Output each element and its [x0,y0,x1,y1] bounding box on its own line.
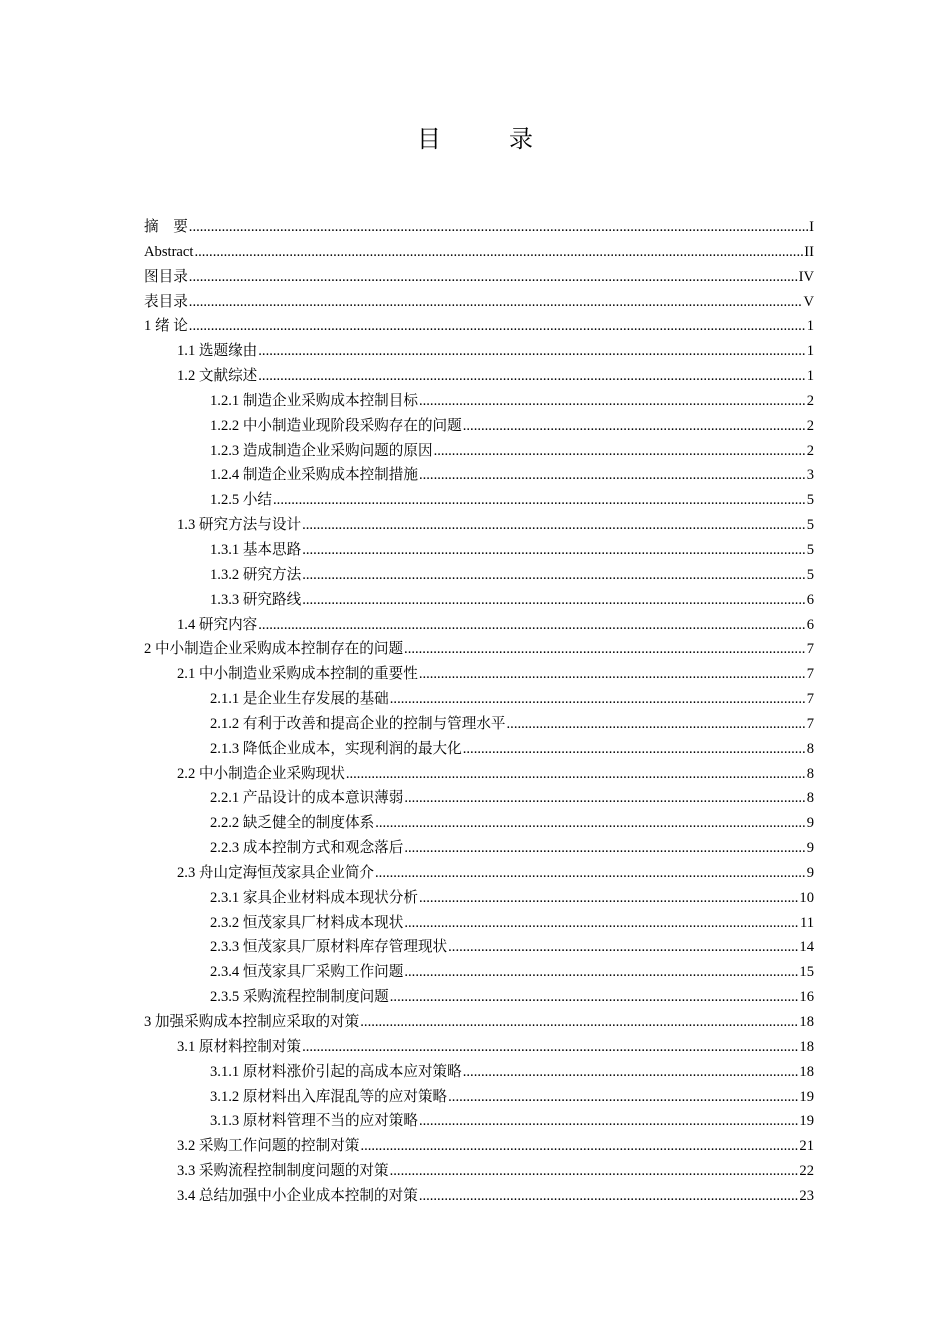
toc-leader-dots [258,613,805,638]
toc-entry-label: 2.1 中小制造业采购成本控制的重要性 [177,666,418,683]
toc-entry-page-number: 14 [799,939,814,956]
toc-entry-label: 1.3.2 研究方法 [210,566,302,583]
toc-entry-page-number: 2 [806,392,814,409]
toc-entry[interactable] [144,538,814,563]
toc-entry-page-number: 10 [799,889,814,906]
toc-entry-label: 2.3.4 恒茂家具厂采购工作问题 [210,964,404,981]
toc-entry-page-number: 8 [806,790,814,807]
toc-entry-page-number: 7 [806,666,814,683]
toc-leader-dots [258,364,805,389]
toc-leader-dots [258,339,805,364]
toc-entry[interactable] [144,1184,814,1209]
toc-entry-page-number: IV [798,268,814,285]
toc-leader-dots [302,563,805,588]
toc-entry-label: 2.3 舟山定海恒茂家具企业简介 [177,864,375,881]
toc-entry-label: 1.2.5 小结 [210,492,273,509]
toc-entry-label: 2.1.2 有利于改善和提高企业的控制与管理水平 [210,715,506,732]
toc-leader-dots [404,911,799,936]
toc-leader-dots [302,1035,798,1060]
toc-entry[interactable] [144,985,814,1010]
toc-entry-label: 3.1.3 原材料管理不当的应对策略 [210,1113,418,1130]
toc-entry-label: 2.3.2 恒茂家具厂材料成本现状 [210,914,404,931]
toc-entry-page-number: I [809,219,814,235]
toc-entry-page-number: V [803,293,814,310]
toc-entry-page-number: 1 [806,368,814,385]
toc-entry[interactable] [144,613,814,638]
toc-entry-label: 3.1 原材料控制对策 [177,1038,302,1055]
toc-entry-page-number: 19 [799,1088,814,1105]
toc-entry-page-number: 18 [799,1063,814,1080]
toc-entry-page-number: 8 [806,765,814,782]
toc-entry-page-number: 16 [799,989,814,1006]
toc-leader-dots [419,463,806,488]
toc-leader-dots [463,414,806,439]
toc-entry[interactable] [144,563,814,588]
toc-entry-label: 2.2 中小制造企业采购现状 [177,765,345,782]
toc-entry[interactable] [144,1060,814,1085]
toc-leader-dots [194,240,803,265]
toc-entry-label: Abstract [144,243,194,260]
toc-entry-page-number: II [804,243,814,260]
toc-entry-page-number: 6 [806,616,814,633]
toc-entry-label: 1.1 选题缘由 [177,343,258,360]
toc-entry-page-number: 18 [799,1038,814,1055]
toc-entry-page-number: 9 [806,815,814,832]
toc-entry-page-number: 1 [806,318,814,335]
toc-leader-dots [189,265,798,290]
toc-entry-page-number: 9 [806,840,814,857]
table-of-contents [144,215,814,1209]
toc-entry-label: 2 中小制造企业采购成本控制存在的问题 [144,641,404,658]
toc-leader-dots [360,1134,798,1159]
toc-entry-label: 1.2.1 制造企业采购成本控制目标 [210,392,418,409]
toc-entry-page-number: 3 [806,467,814,484]
toc-entry[interactable] [144,762,814,787]
toc-entry-label: 1.4 研究内容 [177,616,258,633]
toc-entry-label: 摘 要 [144,219,188,235]
toc-leader-dots [507,712,806,737]
toc-entry-page-number: 6 [806,591,814,608]
toc-leader-dots [404,960,798,985]
toc-entry-label: 3.2 采购工作问题的控制对策 [177,1138,360,1155]
toc-entry-page-number: 5 [806,541,814,558]
toc-entry-label: 2.2.3 成本控制方式和观念落后 [210,840,404,857]
toc-entry[interactable] [144,1085,814,1110]
toc-entry-page-number: 8 [806,740,814,757]
toc-entry-label: 1.3.1 基本思路 [210,541,302,558]
toc-entry-label: 1.3 研究方法与设计 [177,517,302,534]
toc-entry[interactable] [144,314,814,339]
toc-entry-label: 1 绪 论 [144,318,188,335]
toc-leader-dots [448,935,798,960]
toc-entry-label: 1.2 文献综述 [177,368,258,385]
toc-leader-dots [302,538,805,563]
toc-entry[interactable] [144,265,814,290]
toc-entry-page-number: 18 [799,1014,814,1030]
toc-entry-label: 2.1.3 降低企业成本，实现利润的最大化 [210,740,462,757]
toc-entry-page-number: 7 [806,641,814,658]
toc-entry-label: 3.4 总结加强中小企业成本控制的对策 [177,1187,418,1204]
toc-entry[interactable] [144,290,814,315]
toc-leader-dots [419,1109,798,1134]
toc-entry[interactable] [144,588,814,613]
toc-entry[interactable] [144,513,814,538]
toc-entry[interactable] [144,1134,814,1159]
toc-entry-page-number: 5 [806,517,814,534]
toc-leader-dots [302,588,805,613]
toc-entry-page-number: 5 [806,566,814,583]
toc-entry[interactable] [144,488,814,513]
toc-leader-dots [346,762,806,787]
toc-entry-label: 3.3 采购流程控制制度问题的对策 [177,1163,389,1180]
toc-entry[interactable] [144,687,814,712]
toc-entry-page-number: 23 [799,1187,814,1204]
toc-entry[interactable] [144,364,814,389]
toc-leader-dots [463,737,806,762]
toc-leader-dots [302,513,806,538]
toc-entry[interactable] [144,836,814,861]
toc-leader-dots [419,886,798,911]
toc-entry[interactable] [144,1159,814,1184]
toc-entry[interactable] [144,811,814,836]
toc-entry-page-number: 9 [806,864,814,881]
toc-leader-dots [463,1060,799,1085]
toc-leader-dots [404,786,805,811]
toc-entry-label: 1.2.2 中小制造业现阶段采购存在的问题 [210,417,462,434]
toc-entry[interactable] [144,637,814,662]
toc-entry-label: 1.2.3 造成制造企业采购问题的原因 [210,442,433,459]
toc-entry[interactable] [144,960,814,985]
toc-leader-dots [375,861,806,886]
toc-entry[interactable] [144,1035,814,1060]
toc-leader-dots [189,290,803,315]
toc-entry-label: 图目录 [144,268,188,285]
toc-leader-dots [404,637,806,662]
toc-entry[interactable] [144,911,814,936]
toc-entry-page-number: 1 [806,343,814,360]
toc-leader-dots [434,439,806,464]
toc-leader-dots [404,836,805,861]
toc-entry-page-number: 22 [799,1163,814,1180]
toc-entry-label: 2.1.1 是企业生存发展的基础 [210,691,389,708]
toc-leader-dots [390,1159,799,1184]
toc-entry[interactable] [144,886,814,911]
toc-entry-page-number: 19 [799,1113,814,1130]
toc-entry-label: 表目录 [144,293,188,310]
toc-entry[interactable] [144,414,814,439]
toc-leader-dots [419,1184,799,1209]
toc-entry[interactable] [144,240,814,265]
toc-entry[interactable] [144,737,814,762]
toc-leader-dots [390,687,806,712]
toc-entry[interactable] [144,463,814,488]
toc-entry-label: 3.1.2 原材料出入库混乱等的应对策略 [210,1088,448,1105]
toc-leader-dots [419,389,806,414]
toc-entry[interactable] [144,1109,814,1134]
toc-entry-label: 2.3.1 家具企业材料成本现状分析 [210,889,418,906]
toc-entry-page-number: 7 [806,715,814,732]
toc-entry[interactable] [144,215,814,240]
toc-entry[interactable] [144,1010,814,1035]
toc-leader-dots [419,662,806,687]
toc-leader-dots [360,1010,798,1035]
toc-leader-dots [189,314,806,339]
toc-entry[interactable] [144,861,814,886]
toc-entry-page-number: 11 [799,914,814,931]
toc-entry-label: 2.3.5 采购流程控制制度问题 [210,989,389,1006]
toc-leader-dots [273,488,806,513]
toc-leader-dots [448,1085,798,1110]
toc-entry-page-number: 5 [806,492,814,509]
toc-leader-dots [375,811,806,836]
toc-leader-dots [390,985,799,1010]
toc-entry[interactable] [144,339,814,364]
toc-entry-page-number: 7 [806,691,814,708]
toc-entry-label: 2.2.1 产品设计的成本意识薄弱 [210,790,404,807]
toc-entry-label: 1.2.4 制造企业采购成本控制措施 [210,467,418,484]
toc-entry-page-number: 2 [806,417,814,434]
toc-entry[interactable] [144,712,814,737]
toc-entry-label: 1.3.3 研究路线 [210,591,302,608]
toc-entry-label: 2.3.3 恒茂家具厂原材料库存管理现状 [210,939,448,956]
toc-entry-label: 2.2.2 缺乏健全的制度体系 [210,815,375,832]
toc-entry[interactable] [144,786,814,811]
toc-entry[interactable] [144,662,814,687]
toc-entry[interactable] [144,439,814,464]
toc-entry[interactable] [144,935,814,960]
page-title: 目 录 [417,127,555,153]
toc-entry-page-number: 21 [799,1138,814,1155]
toc-leader-dots [189,215,808,240]
toc-entry-page-number: 2 [806,442,814,459]
toc-entry-page-number: 15 [799,964,814,981]
toc-entry-label: 3 加强采购成本控制应采取的对策 [144,1014,360,1030]
toc-entry[interactable] [144,389,814,414]
toc-entry-label: 3.1.1 原材料涨价引起的高成本应对策略 [210,1063,462,1080]
